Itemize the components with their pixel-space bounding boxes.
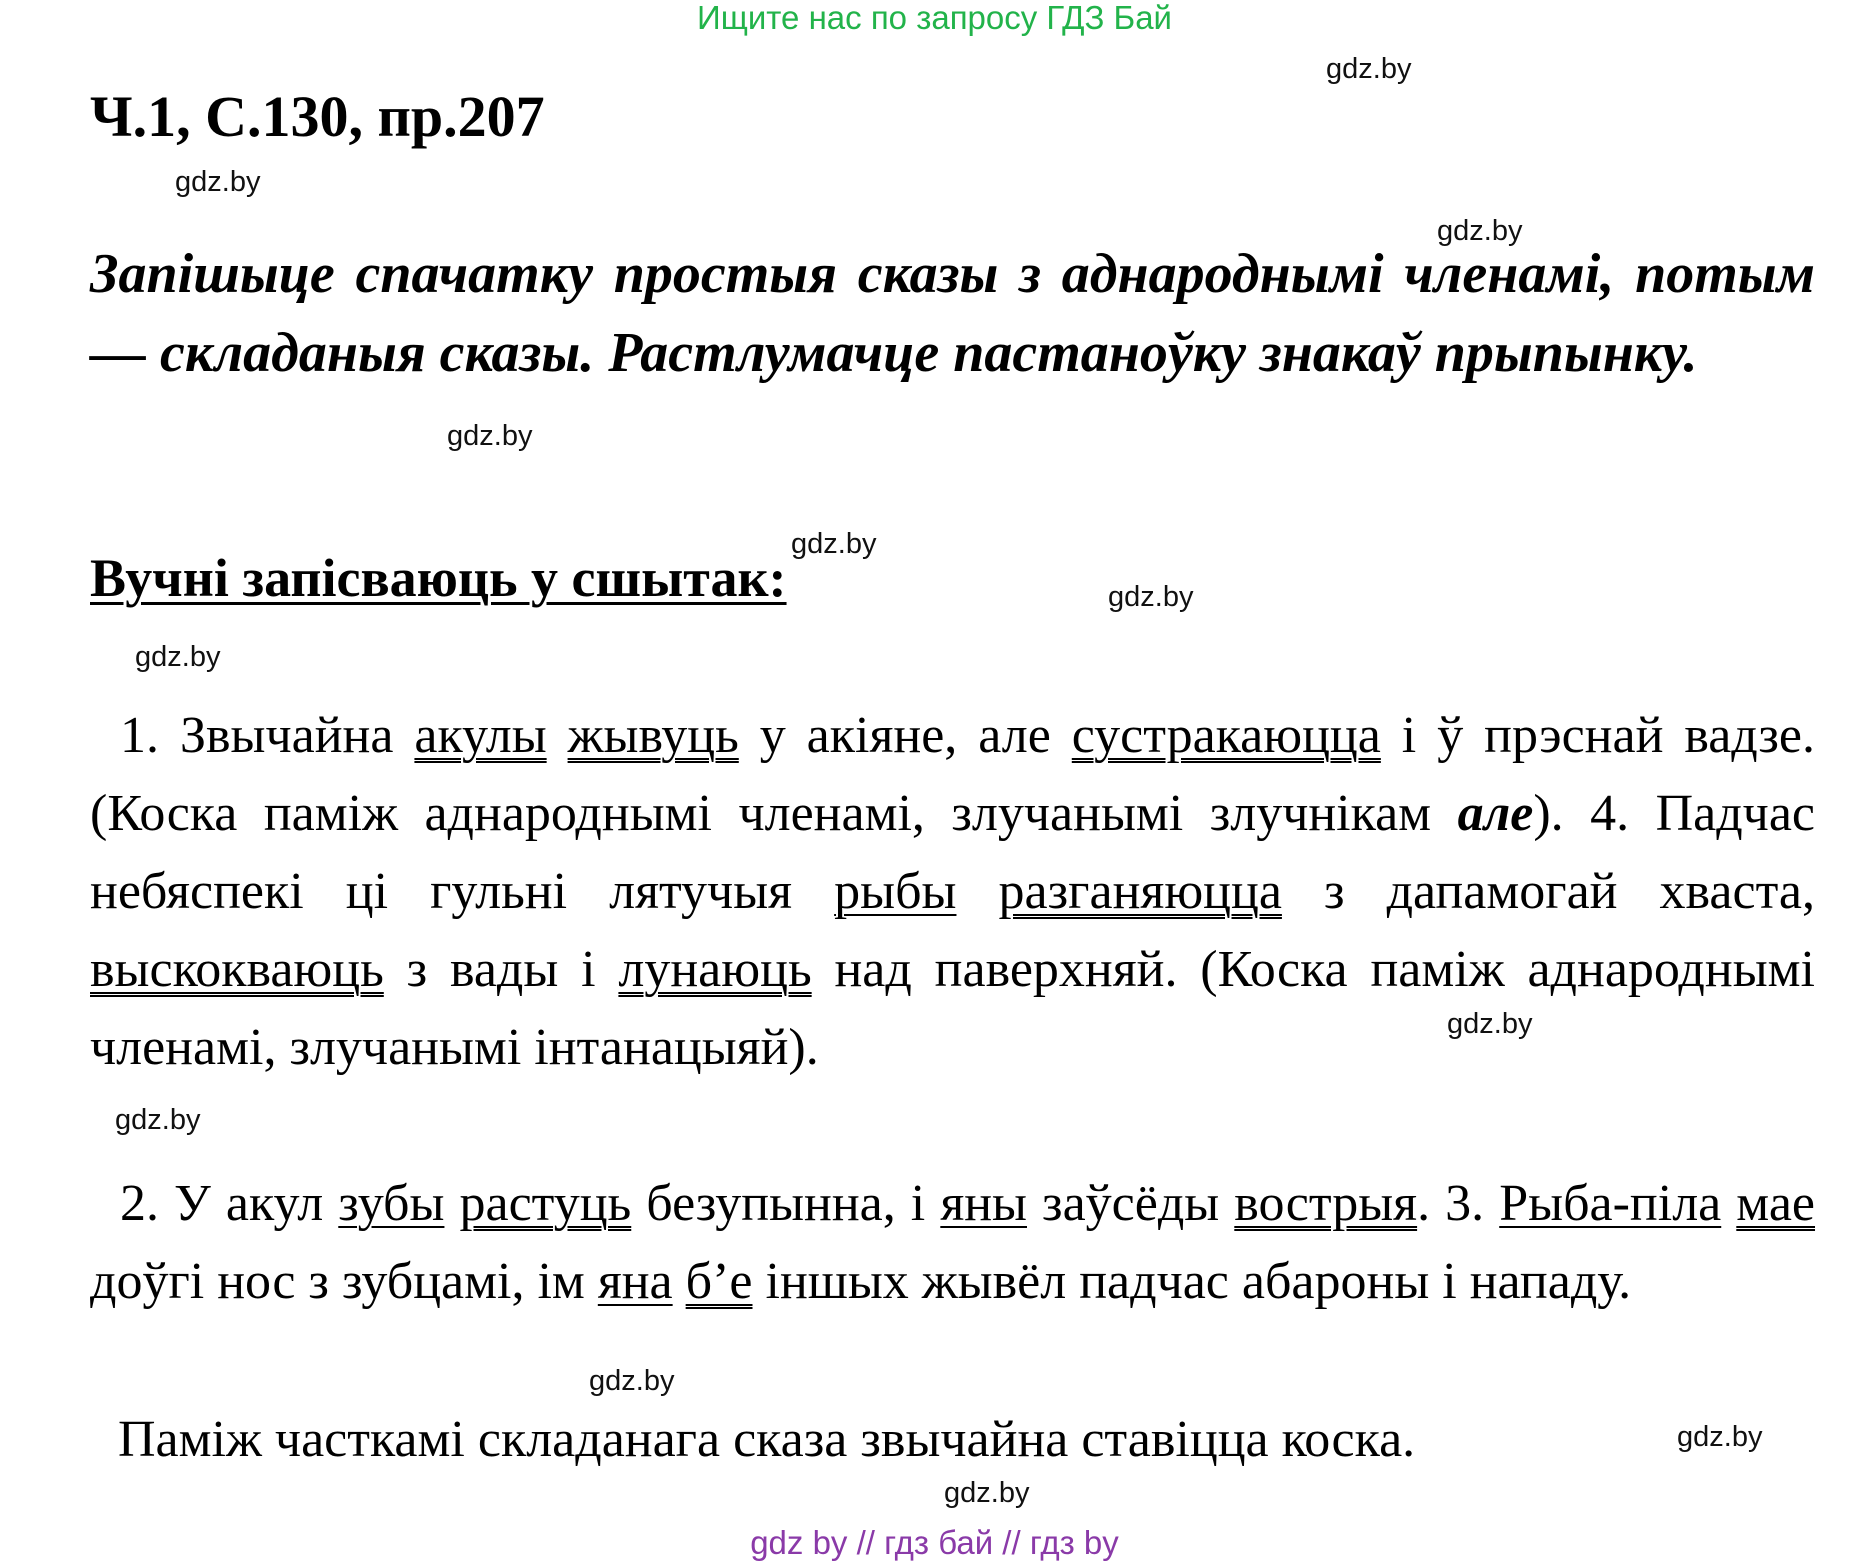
text-fragment xyxy=(673,1253,686,1310)
predicate-word: растуць xyxy=(459,1175,632,1232)
subject-word: яны xyxy=(940,1175,1027,1232)
section-heading: Вучні запісваюць у сшытак: xyxy=(90,548,787,608)
text-fragment: іншых жывёл падчас абароны і нападу. xyxy=(752,1253,1632,1310)
text-fragment xyxy=(444,1175,459,1232)
watermark-text: gdz.by xyxy=(447,420,533,452)
text-fragment: з дапамогай хваста, xyxy=(1281,863,1816,920)
text-fragment: . 3. xyxy=(1417,1175,1500,1232)
rule-note: Паміж часткамі складанага сказа звычайна ставіцца коска. xyxy=(118,1411,1416,1468)
subject-word: рыбы xyxy=(834,863,957,920)
watermark-text: gdz.by xyxy=(1447,1008,1533,1040)
predicate-word: сустракаюцца xyxy=(1071,707,1381,764)
text-fragment: доўгі нос з зубцамі, ім xyxy=(90,1253,598,1310)
predicate-word: лунаюць xyxy=(618,941,812,998)
watermark-text: gdz.by xyxy=(791,528,877,560)
answer-paragraph-1 xyxy=(90,697,1815,1087)
watermark-text: gdz.by xyxy=(944,1477,1030,1509)
text-fragment: у акіяне, але xyxy=(738,707,1072,764)
text-fragment: над паверхняй. (Коска паміж аднароднымі членамі, злучанымі інтанацыяй). xyxy=(90,941,1815,1076)
predicate-word: б’е xyxy=(685,1253,753,1310)
text-fragment: 1. Звычайна xyxy=(120,707,415,764)
watermark-text: gdz.by xyxy=(1326,53,1412,85)
text-fragment: і ў прэснай вадзе. (Коска паміж аднароднымі членамі, злучанымі злучнікам xyxy=(90,707,1816,842)
watermark-text: gdz.by xyxy=(1437,215,1523,247)
predicate-word: вострыя xyxy=(1234,1175,1418,1232)
predicate-word: выскокваюць xyxy=(90,941,384,998)
watermark-text: gdz.by xyxy=(175,166,261,198)
predicate-word: жывуць xyxy=(567,707,739,764)
watermark-text: gdz.by xyxy=(135,641,221,673)
text-fragment xyxy=(1721,1175,1736,1232)
subject-word: зубы xyxy=(338,1175,445,1232)
subject-word: яна xyxy=(597,1253,673,1310)
watermark-text: gdz.by xyxy=(1677,1421,1763,1453)
subject-word: акулы xyxy=(414,707,547,764)
top-banner: Ищите нас по запросу ГДЗ Бай xyxy=(697,0,1172,36)
watermark-text: gdz.by xyxy=(589,1365,675,1397)
page-title: Ч.1, С.130, пр.207 xyxy=(90,84,545,149)
predicate-word: мае xyxy=(1736,1175,1816,1232)
footer-links: gdz by // гдз бай // гдз by xyxy=(750,1524,1119,1561)
predicate-word: разганяюцца xyxy=(998,863,1282,920)
watermark-text: gdz.by xyxy=(115,1104,201,1136)
text-fragment xyxy=(547,707,568,764)
text-fragment: з вады і xyxy=(383,941,619,998)
watermark-text: gdz.by xyxy=(1108,581,1194,613)
text-fragment: 2. У акул xyxy=(120,1175,339,1232)
text-fragment: безупынна, і xyxy=(631,1175,941,1232)
answer-paragraph-2 xyxy=(90,1165,1815,1321)
text-fragment xyxy=(956,863,998,920)
subject-word: Рыба-піла xyxy=(1499,1175,1722,1232)
task-text: Запішыце спачатку простыя сказы з аднароднымі членамі, потым — складаныя сказы. Растлумачце пастаноўку знакаў прыпынку. xyxy=(90,243,1815,384)
text-fragment: ). 4. Падчас небяспекі ці гульні лятучыя xyxy=(90,785,1815,920)
conjunction-word: але xyxy=(1457,785,1534,842)
text-fragment: заўсёды xyxy=(1027,1175,1235,1232)
